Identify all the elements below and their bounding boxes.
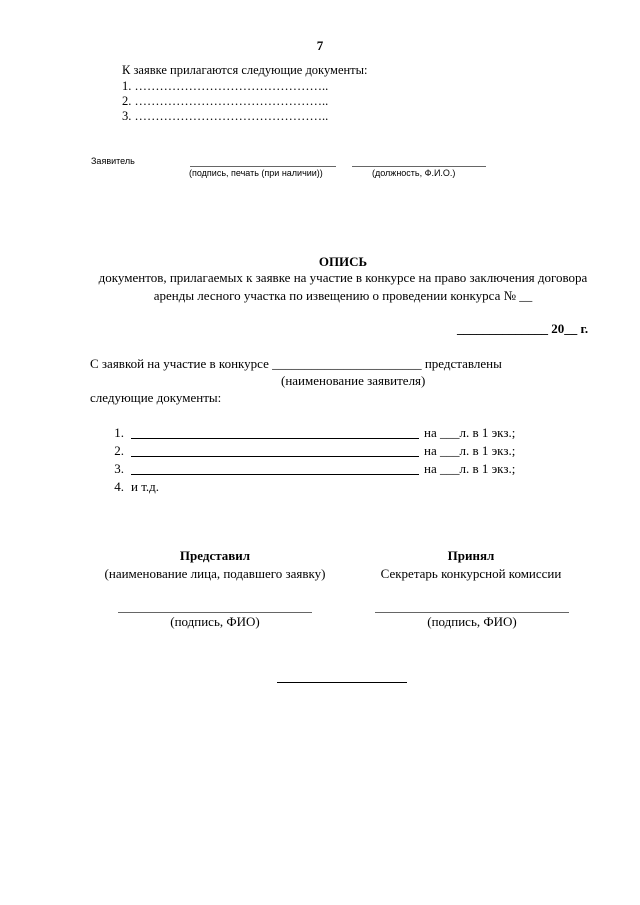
list-item-number: 3. bbox=[114, 461, 124, 476]
submitted-sign-caption: (подпись, ФИО) bbox=[170, 614, 260, 629]
inventory-title: ОПИСЬ bbox=[318, 254, 368, 269]
list-item-suffix: на ___л. в 1 экз.; bbox=[424, 443, 516, 458]
list-item-number: 4. bbox=[114, 479, 124, 494]
accepted-signature-line bbox=[375, 612, 569, 613]
applicant-signature-line bbox=[190, 166, 336, 167]
submitted-title: Представил bbox=[179, 548, 251, 563]
list-item bbox=[0, 479, 640, 497]
list-item-blank-line bbox=[131, 438, 419, 439]
documents-label: следующие документы: bbox=[90, 390, 222, 405]
statement-line: С заявкой на участие в конкурсе _______________________ представлены bbox=[90, 356, 502, 371]
applicant-label: Заявитель bbox=[91, 156, 135, 166]
attachment-item-1: 1. ……………………………………….. bbox=[122, 79, 329, 93]
bottom-separator bbox=[277, 682, 407, 683]
list-item-suffix: и т.д. bbox=[131, 479, 160, 494]
list-item-suffix: на ___л. в 1 экз.; bbox=[424, 425, 516, 440]
attachments-intro: К заявке прилагаются следующие документы: bbox=[122, 63, 368, 77]
attachment-item-2: 2. ……………………………………….. bbox=[122, 94, 329, 108]
attachment-item-3: 3. ……………………………………….. bbox=[122, 109, 329, 123]
accepted-sign-caption: (подпись, ФИО) bbox=[427, 614, 517, 629]
page-number: 7 bbox=[316, 38, 324, 53]
signature-caption: (подпись, печать (при наличии)) bbox=[189, 168, 323, 178]
date-line: ______________ 20__ г. bbox=[457, 321, 589, 336]
list-item-blank-line bbox=[131, 456, 419, 457]
inventory-subtitle-line2: аренды лесного участка по извещению о проведении конкурса № __ bbox=[153, 288, 533, 303]
list-item bbox=[0, 443, 640, 461]
position-caption: (должность, Ф.И.О.) bbox=[372, 168, 456, 178]
submitted-caption: (наименование лица, подавшего заявку) bbox=[104, 566, 326, 581]
list-item-number: 2. bbox=[114, 443, 124, 458]
inventory-subtitle-line1: документов, прилагаемых к заявке на участие в конкурсе на право заключения договора bbox=[98, 270, 588, 285]
list-item-suffix: на ___л. в 1 экз.; bbox=[424, 461, 516, 476]
list-item bbox=[0, 461, 640, 479]
applicant-name-caption: (наименование заявителя) bbox=[281, 373, 426, 388]
accepted-title: Принял bbox=[447, 548, 495, 563]
submitted-signature-line bbox=[118, 612, 312, 613]
list-item-blank-line bbox=[131, 474, 419, 475]
list-item-number: 1. bbox=[114, 425, 124, 440]
list-item bbox=[0, 425, 640, 443]
applicant-position-line bbox=[352, 166, 486, 167]
accepted-caption: Секретарь конкурсной комиссии bbox=[380, 566, 562, 581]
